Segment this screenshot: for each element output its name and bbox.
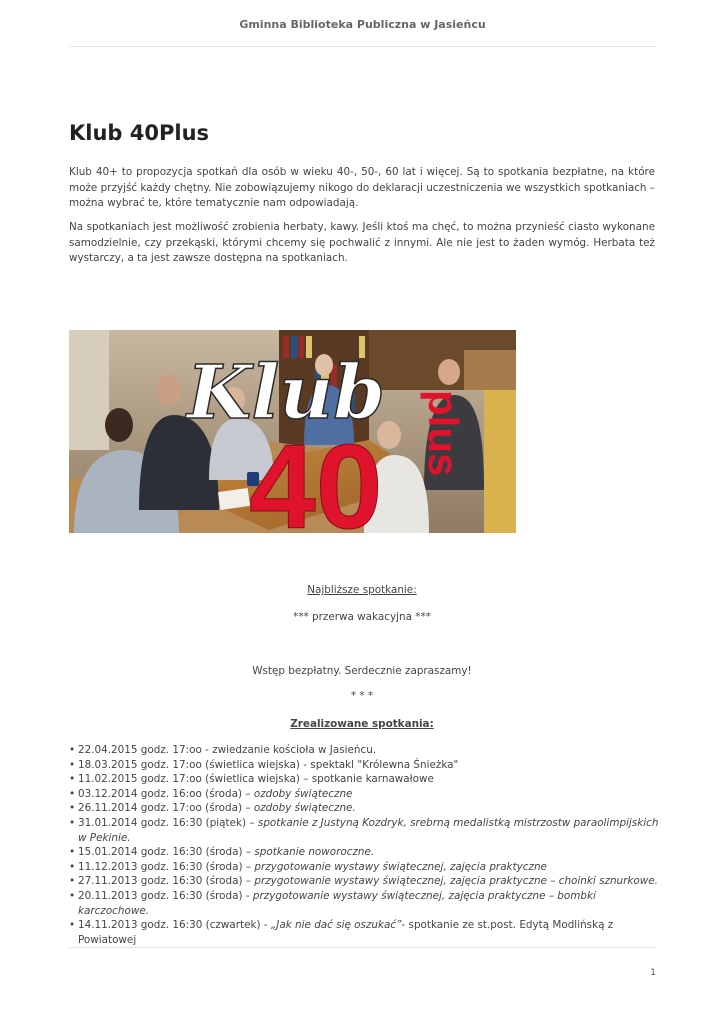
banner-word-plus: plus <box>420 390 467 477</box>
completed-meetings-label: Zrealizowane spotkania: <box>290 718 434 730</box>
list-item: • 26.11.2014 godz. 17:oo (środa) – ozdoby świąteczne. <box>69 801 659 816</box>
completed-meetings-list <box>69 743 659 947</box>
page-title: Klub 40Plus <box>69 121 210 145</box>
list-item: • 20.11.2013 godz. 16:30 (środa) - przygotowanie wystawy świątecznej, zajęcia praktyczne – bombki karczochowe. <box>69 889 659 918</box>
document-header: Gminna Biblioteka Publiczna w Jasieńcu <box>239 18 486 31</box>
section-separator: * * * <box>350 690 374 702</box>
list-item: • 11.12.2013 godz. 16:30 (środa) – przygotowanie wystawy świątecznej, zajęcia praktyczne <box>69 860 659 875</box>
page-number: 1 <box>650 968 656 978</box>
info-paragraph: Na spotkaniach jest możliwość zrobienia herbaty, kawy. Jeśli ktoś ma chęć, to można przynieść ciasto wykonane samodzielnie, czy przekąski, którymi chcemy się pochwalić z innymi. Ale nie jest to żaden wymóg. Herbata też wystarczy, a ta jest zawsze dostępna na spotkaniach. <box>69 221 655 264</box>
entry-info: Wstęp bezpłatny. Serdecznie zapraszamy! <box>252 665 472 677</box>
next-meeting-label: Najbliższe spotkanie: <box>307 584 417 596</box>
next-meeting-text: *** przerwa wakacyjna *** <box>293 611 431 623</box>
banner-number-40: 40 <box>249 420 383 533</box>
list-item: • 27.11.2013 godz. 16:30 (środa) – przygotowanie wystawy świątecznej, zajęcia praktyczne – choinki sznurkowe. <box>69 874 659 889</box>
list-item: • 11.02.2015 godz. 17:oo (świetlica wiejska) – spotkanie karnawałowe <box>69 772 659 787</box>
header-divider <box>69 46 655 47</box>
list-item: • 18.03.2015 godz. 17:oo (świetlica wiejska) - spektakl "Królewna Śnieżka" <box>69 758 659 773</box>
list-item: • 31.01.2014 godz. 16:30 (piątek) – spotkanie z Justyną Kozdryk, srebrną medalistką mistrzostw paraolimpijskich w Pekinie. <box>69 816 659 845</box>
list-item: • 22.04.2015 godz. 17:oo - zwiedzanie kościoła w Jasieńcu. <box>69 743 659 758</box>
intro-paragraph: Klub 40+ to propozycja spotkań dla osób w wieku 40-, 50-, 60 lat i więcej. Są to spotkania bezpłatne, na które może przyjść każdy chętny. Nie zobowiązujemy nikogo do deklaracji uczestniczenia we wszystkich spotkaniach – można wybrać te, które tematycznie nam odpowiadają. <box>69 166 655 209</box>
list-item: • 15.01.2014 godz. 16:30 (środa) – spotkanie noworoczne. <box>69 845 659 860</box>
club-banner-photo <box>69 330 516 533</box>
list-item: • 14.11.2013 godz. 16:30 (czwartek) - „Jak nie dać się oszukać”- spotkanie ze st.post. Edytą Modlińską z Powiatowej <box>69 918 659 947</box>
footer-divider <box>69 947 655 948</box>
banner-word-klub: Klub <box>187 350 385 436</box>
list-item: • 03.12.2014 godz. 16:oo (środa) – ozdoby świąteczne <box>69 787 659 802</box>
